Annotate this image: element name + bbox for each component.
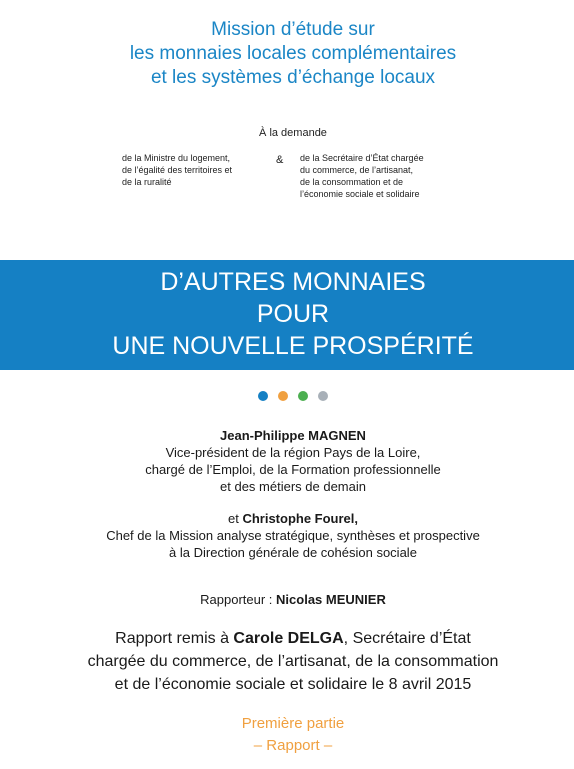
author-role: et des métiers de demain	[220, 479, 366, 494]
mission-line-3: et les systèmes d’échange locaux	[150, 67, 436, 88]
part-label	[0, 713, 574, 757]
report-title	[0, 266, 574, 362]
decorative-dots	[0, 391, 574, 401]
ministre-right-line: de la Secrétaire d’État chargée	[300, 153, 424, 163]
part-line-2: – Rapport –	[253, 737, 333, 754]
rapporteur	[0, 592, 574, 607]
report-title-line-2: POUR	[256, 300, 330, 328]
author-role: à la Direction générale de cohésion sociale	[169, 545, 417, 560]
ministre-right	[300, 152, 480, 200]
remis-line-2: chargée du commerce, de l’artisanat, de la consommation	[87, 653, 499, 670]
report-title-line-3: UNE NOUVELLE PROSPÉRITÉ	[112, 332, 474, 360]
rapporteur-label: Rapporteur :	[200, 592, 277, 607]
ministre-right-line: de la consommation et de	[300, 177, 404, 187]
remis-statement	[0, 627, 574, 696]
ministre-right-line: l’économie sociale et solidaire	[300, 189, 420, 199]
blue-dot-icon	[258, 391, 268, 401]
author-name: Christophe Fourel,	[242, 511, 359, 526]
ministre-right-line: du commerce, de l’artisanat,	[300, 165, 414, 175]
ministre-left-line: de l’égalité des territoires et	[122, 165, 233, 175]
mission-title	[0, 18, 574, 90]
author-role: Vice-président de la région Pays de la Loire,	[165, 445, 421, 460]
remis-line-3: et de l’économie sociale et solidaire le 8 avril 2015	[114, 676, 472, 693]
recipient-name: Carole DELGA	[233, 630, 344, 647]
remis-suffix: , Secrétaire d’État	[343, 630, 471, 647]
author-name: Jean-Philippe MAGNEN	[220, 428, 366, 443]
rapporteur-name: Nicolas MEUNIER	[276, 592, 386, 607]
orange-dot-icon	[278, 391, 288, 401]
author-role: chargé de l’Emploi, de la Formation professionnelle	[145, 462, 441, 477]
mission-line-2: les monnaies locales complémentaires	[129, 43, 457, 64]
author-magnen	[0, 427, 574, 495]
report-title-line-1: D’AUTRES MONNAIES	[160, 268, 426, 296]
author-role: Chef de la Mission analyse stratégique, synthèses et prospective	[106, 528, 480, 543]
demande-label: À la demande	[259, 127, 327, 139]
ministre-left-line: de la ruralité	[122, 177, 172, 187]
author-prefix: et	[227, 511, 243, 526]
ministre-left	[122, 152, 272, 188]
green-dot-icon	[298, 391, 308, 401]
mission-line-1: Mission d’étude sur	[211, 19, 375, 40]
ampersand: &	[276, 154, 284, 166]
author-fourel	[0, 510, 574, 561]
remis-prefix: Rapport remis à	[115, 630, 234, 647]
gray-dot-icon	[318, 391, 328, 401]
ministre-left-line: de la Ministre du logement,	[122, 153, 231, 163]
part-line-1: Première partie	[241, 715, 345, 732]
